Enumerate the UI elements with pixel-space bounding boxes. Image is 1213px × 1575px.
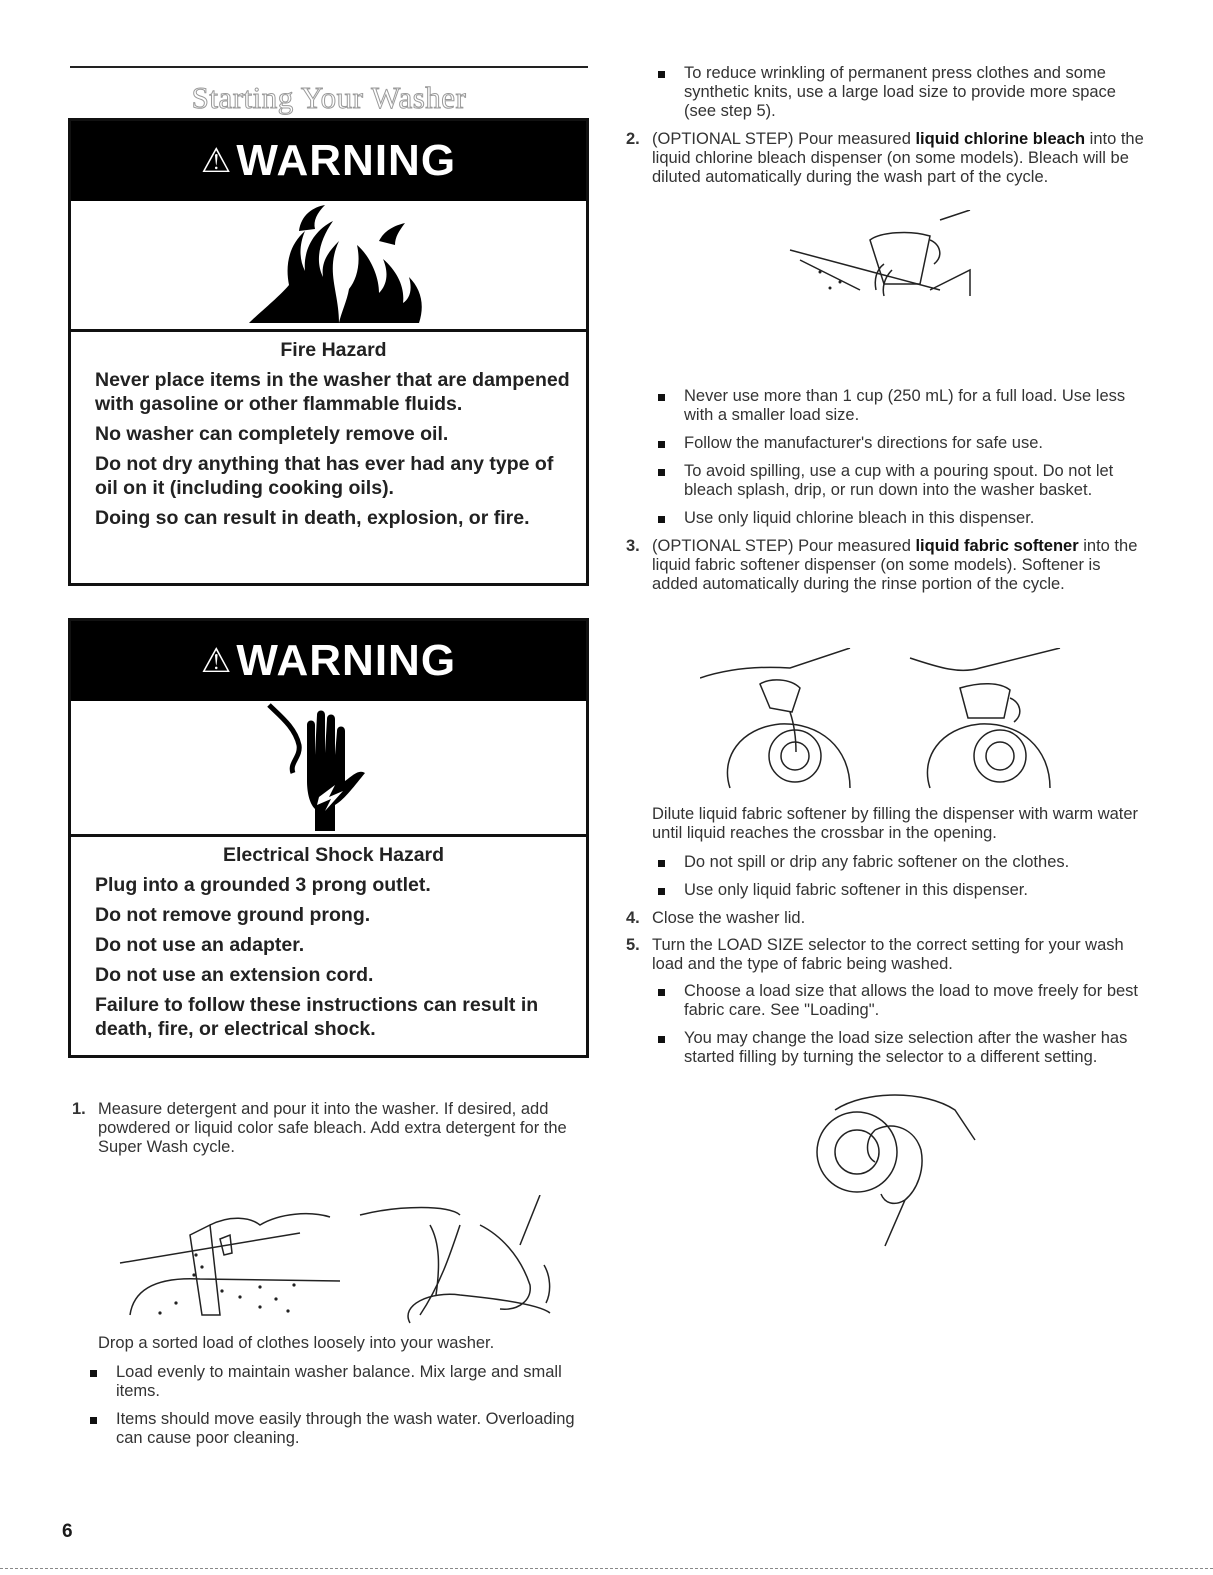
fire-warning-text	[71, 332, 586, 544]
electrical-shock-icon	[249, 701, 409, 834]
warning-line: Do not dry anything that has ever had any type of oil on it (including cooking oils).	[95, 453, 554, 499]
bullet-item: Use only liquid chlorine bleach in this dispenser.	[646, 509, 1146, 528]
header-rule	[70, 66, 588, 68]
warning-triangle-icon: ⚠	[200, 642, 233, 680]
step-number: 2.	[626, 130, 640, 148]
warning-line: Doing so can result in death, explosion, or fire.	[95, 507, 530, 529]
step-4	[626, 909, 1146, 928]
warning-label: WARNING	[236, 636, 457, 685]
step-number: 4.	[626, 909, 640, 927]
warning-line: Do not use an adapter.	[95, 934, 305, 956]
warning-line: Do not use an extension cord.	[95, 964, 374, 986]
warning-triangle-icon: ⚠	[200, 142, 233, 180]
bullet-item: To avoid spilling, use a cup with a pouring spout. Do not let bleach splash, drip, or run down into the washer basket.	[646, 462, 1146, 500]
hazard-title: Electrical Shock Hazard	[222, 844, 445, 866]
bullet-item: Use only liquid fabric softener in this dispenser.	[646, 881, 1146, 900]
step-number: 5.	[626, 936, 640, 954]
bleach-pour-illustration	[780, 210, 1000, 300]
warning-banner	[71, 121, 586, 201]
fire-warning-box	[68, 118, 589, 586]
bullet-item: Follow the manufacturer's directions for safe use.	[646, 434, 1146, 453]
bullet-item: Choose a load size that allows the load to move freely for best fabric care. See "Loading".	[646, 982, 1146, 1020]
load-size-selector-illustration	[805, 1090, 985, 1250]
warning-line: No washer can completely remove oil.	[95, 423, 449, 445]
fire-icon	[229, 201, 429, 329]
step-text: Drop a sorted load of clothes loosely into your washer.	[98, 1334, 495, 1352]
fire-picture	[71, 201, 586, 332]
warning-banner	[71, 621, 586, 701]
step-number: 1.	[72, 1100, 86, 1118]
shock-picture	[71, 701, 586, 837]
step-2-bullets	[626, 387, 1146, 602]
step-5	[626, 936, 1146, 974]
right-column-top	[626, 64, 1146, 195]
shock-warning-text	[71, 837, 586, 1055]
detergent-and-load-illustration	[100, 1195, 560, 1325]
warning-line: Plug into a grounded 3 prong outlet.	[95, 874, 431, 896]
warning-line: Do not remove ground prong.	[95, 904, 371, 926]
step-text: Turn the LOAD SIZE selector to the correct setting for your wash load and the type of fabric being washed.	[652, 936, 1124, 973]
warning-line: Failure to follow these instructions can result in death, fire, or electrical shock.	[95, 994, 539, 1040]
step-text: Close the washer lid.	[652, 909, 806, 927]
step-text: (OPTIONAL STEP) Pour measured liquid fabric softener into the liquid fabric softener dispenser (on some models). Softener is added automatically during the rinse portion of the cycle.	[652, 537, 1138, 593]
step-1-followup	[98, 1334, 588, 1457]
step-text: (OPTIONAL STEP) Pour measured liquid chlorine bleach into the liquid chlorine bleach dispenser (on some models). Bleach will be diluted automatically during the wash part of the cycle.	[652, 130, 1144, 186]
fabric-softener-illustration	[700, 648, 1080, 790]
step-3	[626, 537, 1146, 594]
step-2	[626, 130, 1146, 187]
page-bottom-rule	[0, 1568, 1213, 1569]
warning-line: Never place items in the washer that are dampened with gasoline or other flammable fluids.	[95, 369, 570, 415]
shock-warning-box	[68, 618, 589, 1058]
page-title: Starting Your Washer	[191, 80, 467, 115]
bullet-item: Never use more than 1 cup (250 mL) for a full load. Use less with a smaller load size.	[646, 387, 1146, 425]
step-number: 3.	[626, 537, 640, 555]
step-3-followup	[626, 805, 1146, 1076]
bullet-item: To reduce wrinkling of permanent press clothes and some synthetic knits, use a large load size to provide more space (see step 5).	[646, 64, 1146, 121]
bullet-item: Load evenly to maintain washer balance. Mix large and small items.	[78, 1363, 588, 1401]
step-text: Measure detergent and pour it into the washer. If desired, add powdered or liquid color safe bleach. Add extra detergent for the Super Wash cycle.	[98, 1100, 567, 1156]
bullet-item: You may change the load size selection after the washer has started filling by turning the selector to a different setting.	[646, 1029, 1146, 1067]
step-text: Dilute liquid fabric softener by filling the dispenser with warm water until liquid reaches the crossbar in the opening.	[652, 805, 1139, 842]
step-1	[72, 1100, 588, 1165]
bullet-item: Do not spill or drip any fabric softener on the clothes.	[646, 853, 1146, 872]
warning-label: WARNING	[236, 136, 457, 185]
page-number: 6	[62, 1521, 73, 1542]
bullet-item: Items should move easily through the wash water. Overloading can cause poor cleaning.	[78, 1410, 588, 1448]
hazard-title: Fire Hazard	[280, 339, 387, 361]
